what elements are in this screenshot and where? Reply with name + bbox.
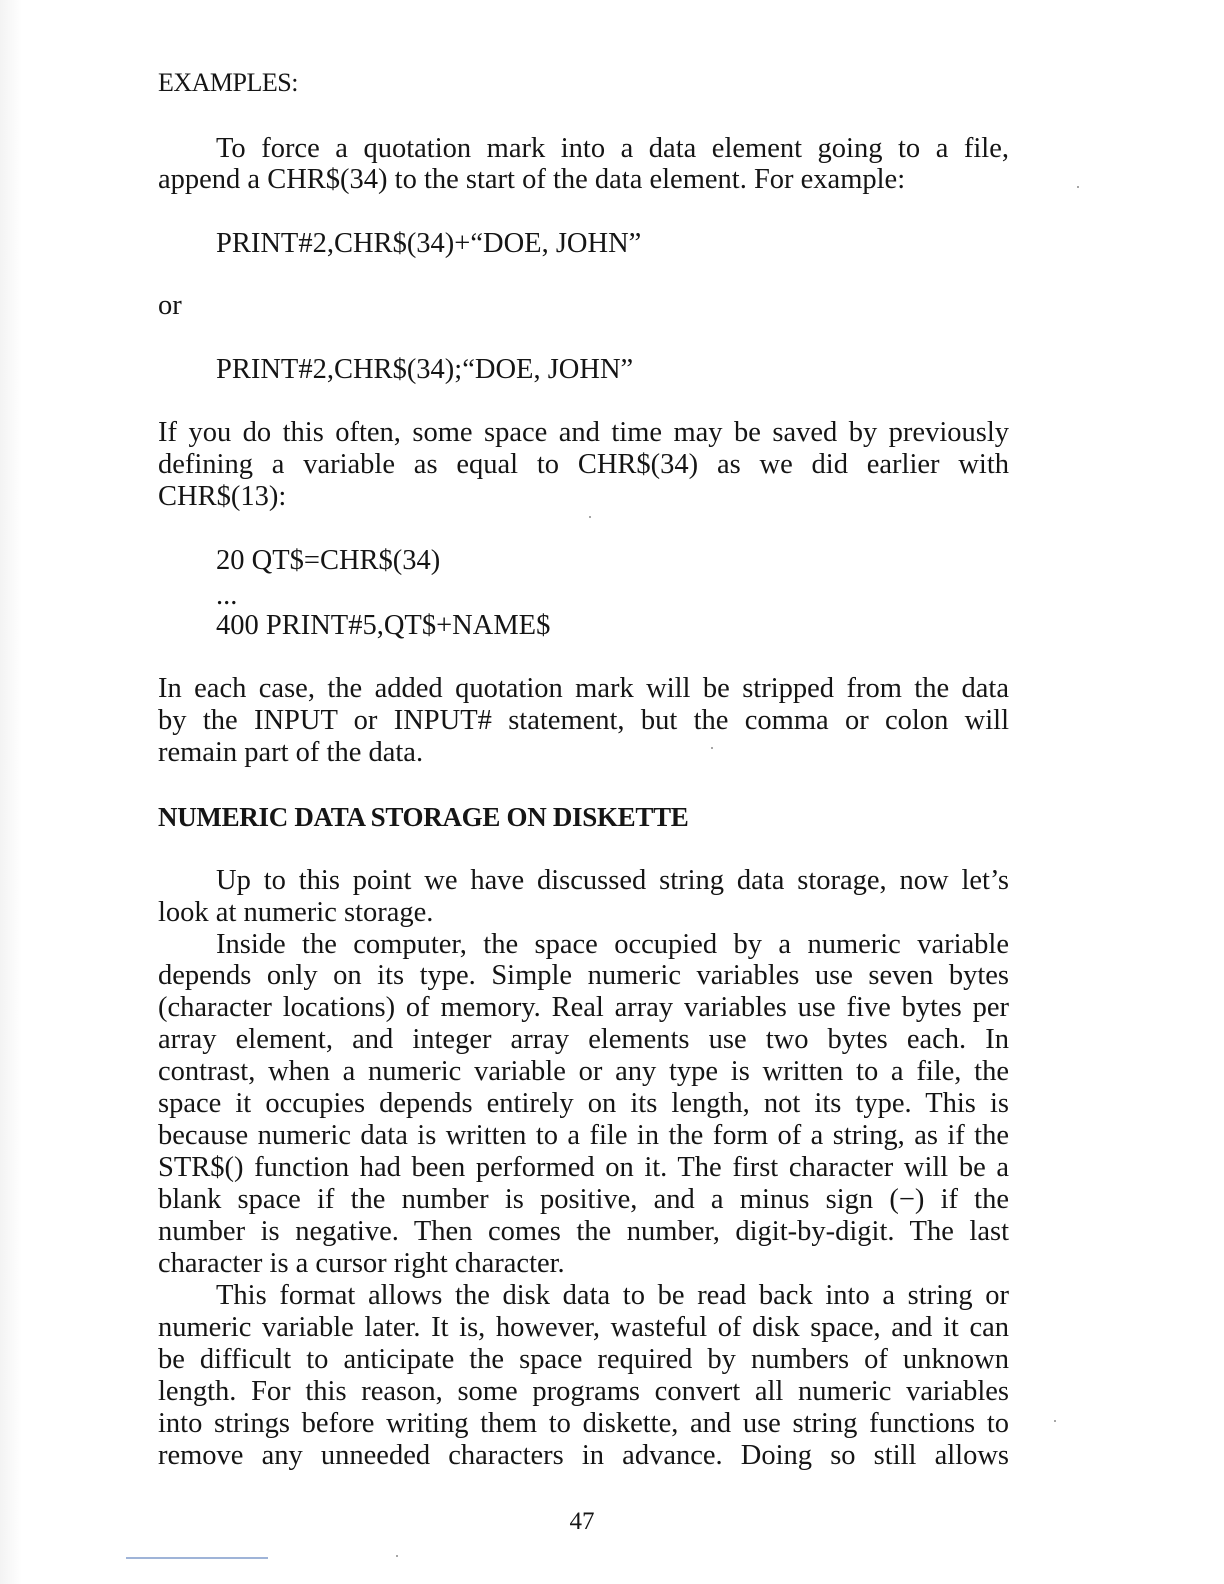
scan-speck: [1054, 1420, 1056, 1422]
paragraph-2-line-6: space it occupies depends entirely on its length, not its type. This is: [158, 1088, 1009, 1119]
intro-line-1: To force a quotation mark into a data element going to a file,: [216, 133, 1009, 164]
code-example-1: PRINT#2,CHR$(34)+“DOE, JOHN”: [216, 228, 642, 259]
paragraph-1-line-2: look at numeric storage.: [158, 897, 434, 928]
often-line-2: defining a variable as equal to CHR$(34) as we did earlier with: [158, 449, 1009, 480]
case-line-3: remain part of the data.: [158, 737, 424, 768]
paragraph-3-line-1: This format allows the disk data to be read back into a string or: [216, 1280, 1009, 1311]
case-line-1: In each case, the added quotation mark will be stripped from the data: [158, 673, 1009, 704]
scan-speck: [396, 1555, 398, 1557]
paragraph-2-line-2: depends only on its type. Simple numeric variables use seven bytes: [158, 960, 1009, 991]
page-number: 47: [569, 1508, 595, 1535]
paragraph-3-line-5: into strings before writing them to diskette, and use string functions to: [158, 1408, 1009, 1439]
intro-line-2: append a CHR$(34) to the start of the data element. For example:: [158, 164, 906, 195]
footer-rule: [126, 1557, 268, 1559]
often-line-1: If you do this often, some space and time may be saved by previously: [158, 417, 1009, 448]
scan-speck: [711, 747, 713, 749]
scan-speck: [1077, 186, 1079, 188]
code-ellipsis: ...: [216, 580, 238, 611]
paragraph-2-line-9: blank space if the number is positive, and a minus sign (−) if the: [158, 1184, 1009, 1215]
code-example-2: PRINT#2,CHR$(34);“DOE, JOHN”: [216, 354, 634, 385]
case-line-2: by the INPUT or INPUT# statement, but the comma or colon will: [158, 705, 1009, 736]
section-heading: NUMERIC DATA STORAGE ON DISKETTE: [158, 802, 689, 832]
paragraph-2-line-11: character is a cursor right character.: [158, 1248, 565, 1279]
or-text: or: [158, 290, 182, 321]
paragraph-3-line-2: numeric variable later. It is, however, wasteful of disk space, and it can: [158, 1312, 1009, 1343]
paragraph-3-line-6: remove any unneeded characters in advance. Doing so still allows: [158, 1440, 1009, 1471]
paragraph-2-line-8: STR$() function had been performed on it. The first character will be a: [158, 1152, 1009, 1183]
paragraph-1-line-1: Up to this point we have discussed string data storage, now let’s: [216, 865, 1009, 896]
paragraph-3-line-3: be difficult to anticipate the space required by numbers of unknown: [158, 1344, 1009, 1375]
paragraph-2-line-1: Inside the computer, the space occupied by a numeric variable: [216, 929, 1009, 960]
paragraph-2-line-7: because numeric data is written to a file in the form of a string, as if the: [158, 1120, 1009, 1151]
paragraph-2-line-10: number is negative. Then comes the number, digit-by-digit. The last: [158, 1216, 1009, 1247]
paragraph-2-line-4: array element, and integer array elements use two bytes each. In: [158, 1024, 1009, 1055]
scan-speck: [589, 516, 591, 518]
code-example-3: 20 QT$=CHR$(34): [216, 545, 441, 576]
scan-edge-shadow: [0, 0, 22, 1584]
paragraph-3-line-4: length. For this reason, some programs convert all numeric variables: [158, 1376, 1009, 1407]
paragraph-2-line-5: contrast, when a numeric variable or any type is written to a file, the: [158, 1056, 1009, 1087]
examples-label: EXAMPLES:: [158, 68, 298, 97]
paragraph-2-line-3: (character locations) of memory. Real array variables use five bytes per: [158, 992, 1009, 1023]
code-example-4: 400 PRINT#5,QT$+NAME$: [216, 610, 551, 641]
often-line-3: CHR$(13):: [158, 481, 287, 512]
